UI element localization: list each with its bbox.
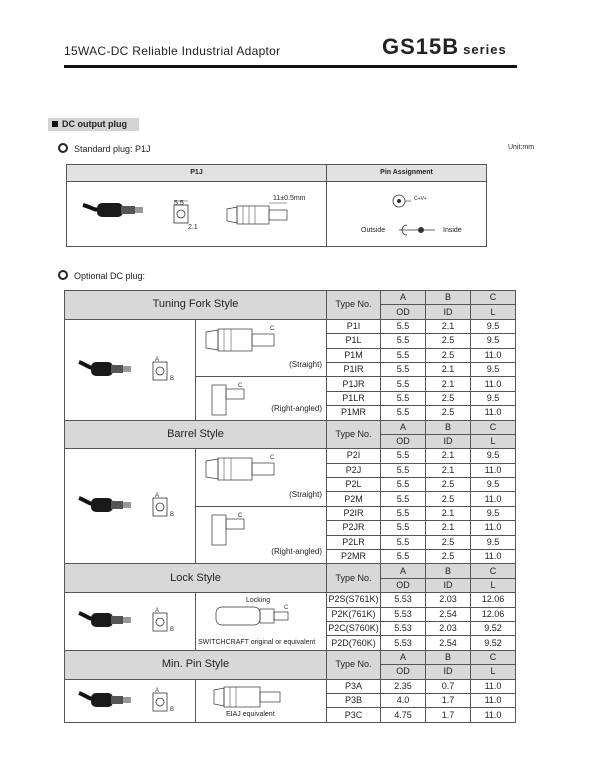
col-letter-b: B — [426, 291, 471, 305]
col-name-l: L — [471, 665, 516, 679]
switchcraft-label: SWITCHCRAFT original or equivalent — [198, 638, 316, 646]
id-cell: 2.5 — [426, 535, 471, 549]
type-no-cell: P2D(760K) — [327, 636, 381, 650]
plug-photo-icon — [77, 607, 137, 635]
style-header: Lock Style — [65, 564, 327, 593]
length-label: 11±0.5mm — [273, 195, 306, 202]
plug-front-view-icon — [147, 356, 181, 386]
svg-text:B: B — [170, 706, 175, 713]
plug-photo-cell — [65, 593, 196, 651]
table-row — [65, 679, 516, 693]
col-letter-b: B — [426, 564, 471, 578]
type-no-cell: P1LR — [327, 391, 381, 405]
style-header: Barrel Style — [65, 420, 327, 449]
model-name: GS15B — [382, 34, 460, 59]
od-cell: 5.5 — [381, 362, 426, 376]
header-rule — [64, 65, 517, 68]
l-cell: 9.52 — [471, 621, 516, 635]
pin-assignment-header: Pin Assignment — [327, 165, 486, 182]
col-name-od: OD — [381, 305, 426, 319]
l-cell: 11.0 — [471, 550, 516, 564]
col-name-od: OD — [381, 665, 426, 679]
style-header: Tuning Fork Style — [65, 291, 327, 320]
svg-text:A: A — [155, 356, 160, 363]
svg-text:A: A — [155, 493, 160, 500]
type-no-cell: P1IR — [327, 362, 381, 376]
od-cell: 2.35 — [381, 679, 426, 693]
type-no-cell: P3A — [327, 679, 381, 693]
type-no-cell: P2S(S761K) — [327, 593, 381, 607]
od-cell: 5.5 — [381, 449, 426, 463]
type-no-cell: P1L — [327, 334, 381, 348]
right-angled-plug-drawing-icon — [208, 511, 258, 551]
locking-label: Locking — [246, 597, 271, 605]
plug-photo-icon — [77, 492, 137, 520]
l-cell: 11.0 — [471, 463, 516, 477]
type-no-cell: P2LR — [327, 535, 381, 549]
straight-drawing-cell — [196, 319, 327, 377]
type-no-cell: P2I — [327, 449, 381, 463]
ring-bullet-icon — [58, 270, 68, 280]
straight-plug-drawing-icon — [204, 324, 304, 356]
l-cell: 9.5 — [471, 506, 516, 520]
table-row — [65, 319, 516, 333]
id-cell: 2.5 — [426, 334, 471, 348]
od-cell: 5.53 — [381, 636, 426, 650]
svg-text:C: C — [270, 455, 275, 462]
standard-plug-heading — [58, 143, 151, 154]
id-cell: 2.54 — [426, 636, 471, 650]
od-cell: 5.5 — [381, 319, 426, 333]
type-no-cell: P1I — [327, 319, 381, 333]
l-cell: 9.52 — [471, 636, 516, 650]
type-no-cell: P2JR — [327, 521, 381, 535]
drawing-cell — [196, 679, 327, 722]
od-cell: 5.5 — [381, 535, 426, 549]
table-row — [65, 593, 516, 607]
straight-plug-drawing-icon — [204, 453, 304, 485]
type-no-cell: P2K(761K) — [327, 607, 381, 621]
l-cell: 9.5 — [471, 334, 516, 348]
od-cell: 4.75 — [381, 708, 426, 722]
l-cell: 12.06 — [471, 607, 516, 621]
right-angled-label: (Right-angled) — [271, 547, 322, 557]
col-letter-a: A — [381, 564, 426, 578]
od-cell: 5.5 — [381, 492, 426, 506]
l-cell: 11.0 — [471, 693, 516, 707]
ring-bullet-icon — [58, 143, 68, 153]
svg-text:B: B — [170, 512, 175, 519]
svg-text:B: B — [170, 375, 175, 382]
min-pin-drawing-icon — [212, 684, 312, 710]
svg-text:B: B — [170, 627, 175, 634]
type-no-cell: P2IR — [327, 506, 381, 520]
od-cell: 5.5 — [381, 334, 426, 348]
l-cell: 9.5 — [471, 362, 516, 376]
l-cell: 9.5 — [471, 391, 516, 405]
l-cell: 11.0 — [471, 348, 516, 362]
right-angled-plug-drawing-icon — [208, 381, 258, 421]
col-letter-b: B — [426, 420, 471, 434]
type-no-header: Type No. — [327, 291, 381, 320]
right-angled-drawing-cell — [196, 506, 327, 564]
od-cell: 5.5 — [381, 348, 426, 362]
plug-photo-cell — [65, 319, 196, 420]
od-cell: 5.5 — [381, 391, 426, 405]
od-cell: 5.5 — [381, 406, 426, 420]
standard-plug-label: Standard plug: P1J — [74, 144, 151, 154]
l-cell: 12.06 — [471, 593, 516, 607]
l-cell: 11.0 — [471, 708, 516, 722]
standard-plug-table — [66, 164, 487, 247]
straight-drawing-cell — [196, 449, 327, 507]
id-cell: 2.1 — [426, 463, 471, 477]
svg-text:C: C — [284, 605, 289, 612]
id-cell: 2.03 — [426, 593, 471, 607]
p1j-header: P1J — [67, 165, 326, 182]
od-cell: 5.53 — [381, 621, 426, 635]
plug-front-view-icon — [147, 492, 181, 522]
plug-photo-icon — [81, 193, 151, 233]
od-cell: 5.53 — [381, 607, 426, 621]
od-cell: 5.5 — [381, 506, 426, 520]
type-no-cell: P2C(S760K) — [327, 621, 381, 635]
col-name-od: OD — [381, 434, 426, 448]
id-cell: 1.7 — [426, 708, 471, 722]
type-no-cell: P3C — [327, 708, 381, 722]
series-label: series — [463, 42, 507, 57]
col-letter-c: C — [471, 291, 516, 305]
id-cell: 2.5 — [426, 492, 471, 506]
model-title — [382, 34, 507, 60]
od-cell: 4.0 — [381, 693, 426, 707]
dim-a-label: 5.5 — [174, 200, 184, 207]
plug-front-view-icon — [147, 607, 181, 637]
plug-photo-cell — [65, 679, 196, 722]
right-angled-drawing-cell — [196, 377, 327, 420]
col-name-id: ID — [426, 305, 471, 319]
drawing-cell — [196, 593, 327, 651]
l-cell: 9.5 — [471, 478, 516, 492]
dim-b-label: 2.1 — [188, 224, 198, 231]
type-no-cell: P1JR — [327, 377, 381, 391]
style-header: Min. Pin Style — [65, 650, 327, 679]
col-letter-a: A — [381, 650, 426, 664]
col-letter-b: B — [426, 650, 471, 664]
id-cell: 2.54 — [426, 607, 471, 621]
id-cell: 1.7 — [426, 693, 471, 707]
plug-photo-cell — [65, 449, 196, 564]
straight-label: (Straight) — [289, 360, 322, 370]
svg-text:A: A — [155, 608, 160, 615]
od-cell: 5.5 — [381, 478, 426, 492]
plug-front-view-icon — [147, 687, 181, 717]
col-name-l: L — [471, 434, 516, 448]
svg-text:C: C — [270, 325, 275, 332]
optional-plug-table — [64, 290, 516, 723]
section-heading — [48, 118, 139, 131]
type-no-cell: P1M — [327, 348, 381, 362]
l-cell: 11.0 — [471, 521, 516, 535]
od-cell: 5.53 — [381, 593, 426, 607]
col-letter-a: A — [381, 420, 426, 434]
right-angled-label: (Right-angled) — [271, 403, 322, 413]
id-cell: 2.1 — [426, 506, 471, 520]
id-cell: 2.1 — [426, 521, 471, 535]
unit-label: Unit:mm — [508, 144, 535, 151]
id-cell: 2.1 — [426, 449, 471, 463]
eiaj-label: EIAJ equivalent — [226, 710, 275, 718]
id-cell: 2.1 — [426, 362, 471, 376]
col-letter-c: C — [471, 564, 516, 578]
type-no-cell: P2M — [327, 492, 381, 506]
id-cell: 2.1 — [426, 319, 471, 333]
l-cell: 11.0 — [471, 406, 516, 420]
col-name-l: L — [471, 578, 516, 592]
plug-side-drawing-icon — [225, 201, 305, 231]
pin-polarity-label: C+V+ — [414, 196, 427, 202]
col-name-id: ID — [426, 665, 471, 679]
table-row — [65, 449, 516, 463]
col-letter-c: C — [471, 420, 516, 434]
l-cell: 11.0 — [471, 377, 516, 391]
optional-plug-heading — [58, 270, 145, 281]
svg-text:A: A — [155, 687, 160, 694]
type-no-cell: P2J — [327, 463, 381, 477]
id-cell: 2.5 — [426, 406, 471, 420]
type-no-header: Type No. — [327, 564, 381, 593]
svg-text:C: C — [238, 383, 243, 390]
l-cell: 9.5 — [471, 319, 516, 333]
type-no-cell: P3B — [327, 693, 381, 707]
svg-text:C: C — [238, 512, 243, 519]
id-cell: 2.5 — [426, 391, 471, 405]
id-cell: 2.1 — [426, 377, 471, 391]
col-letter-a: A — [381, 291, 426, 305]
plug-photo-icon — [77, 356, 137, 384]
l-cell: 9.5 — [471, 535, 516, 549]
outside-label: Outside — [361, 227, 386, 234]
col-name-l: L — [471, 305, 516, 319]
document-subtitle: 15WAC-DC Reliable Industrial Adaptor — [64, 44, 281, 58]
l-cell: 9.5 — [471, 449, 516, 463]
id-cell: 0.7 — [426, 679, 471, 693]
od-cell: 5.5 — [381, 463, 426, 477]
col-name-id: ID — [426, 578, 471, 592]
type-no-cell: P1MR — [327, 406, 381, 420]
id-cell: 2.5 — [426, 478, 471, 492]
straight-label: (Straight) — [289, 489, 322, 499]
square-bullet-icon — [52, 121, 58, 127]
id-cell: 2.03 — [426, 621, 471, 635]
lock-plug-drawing-icon — [214, 603, 314, 629]
col-letter-c: C — [471, 650, 516, 664]
section-title: DC output plug — [62, 119, 127, 129]
type-no-cell: P2MR — [327, 550, 381, 564]
l-cell: 11.0 — [471, 679, 516, 693]
l-cell: 11.0 — [471, 492, 516, 506]
od-cell: 5.5 — [381, 377, 426, 391]
col-name-id: ID — [426, 434, 471, 448]
col-name-od: OD — [381, 578, 426, 592]
type-no-cell: P2L — [327, 478, 381, 492]
optional-plug-label: Optional DC plug: — [74, 271, 146, 281]
inside-label: Inside — [443, 227, 462, 234]
type-no-header: Type No. — [327, 420, 381, 449]
type-no-header: Type No. — [327, 650, 381, 679]
polarity-symbol-icon — [397, 223, 437, 237]
od-cell: 5.5 — [381, 521, 426, 535]
od-cell: 5.5 — [381, 550, 426, 564]
plug-photo-icon — [77, 687, 137, 715]
id-cell: 2.5 — [426, 348, 471, 362]
id-cell: 2.5 — [426, 550, 471, 564]
